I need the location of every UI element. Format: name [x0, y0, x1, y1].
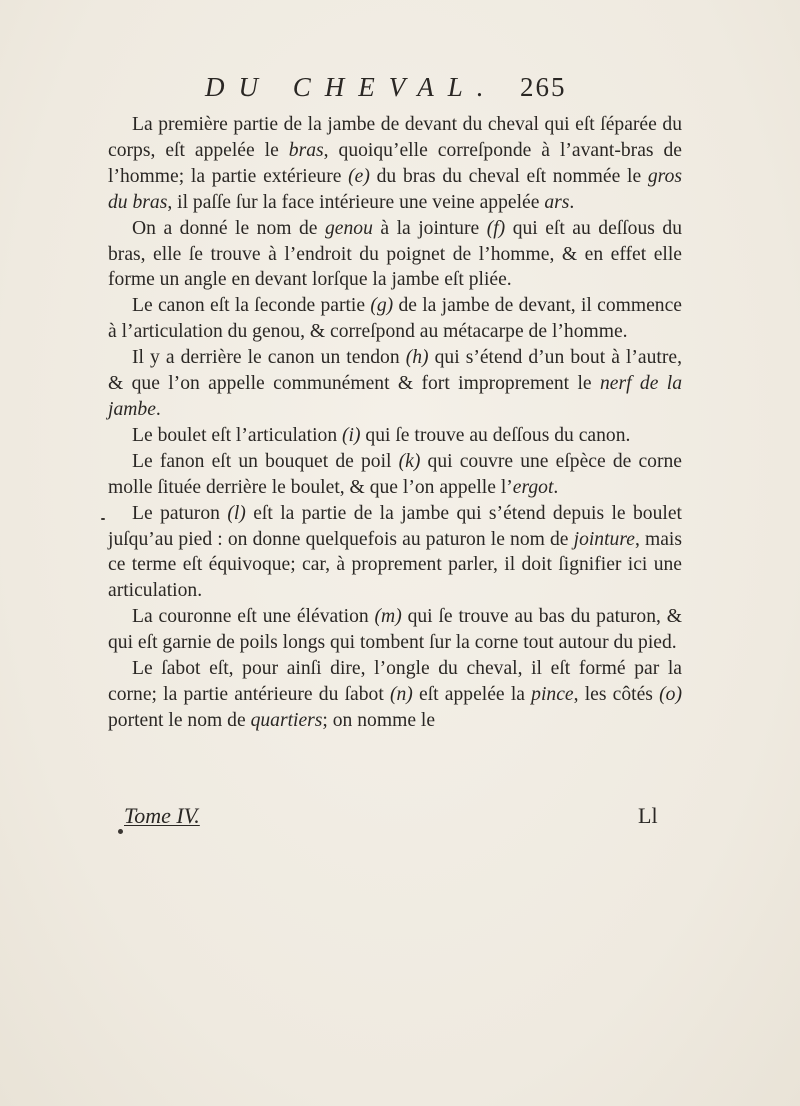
- paragraph: [108, 345, 682, 423]
- text-run: eſt la partie de la jambe qui s’étend depuis le boulet juſqu’au pied : on donne quelquefois au paturon le nom de: [108, 502, 682, 550]
- page-number: 265: [520, 72, 567, 102]
- signature-mark: Ll: [638, 803, 658, 828]
- italic-term: gros du bras: [108, 165, 682, 213]
- italic-term: (m): [374, 606, 402, 628]
- italic-term: ergot: [512, 476, 554, 498]
- text-run: La première partie de la jambe de devant du cheval qui eſt ſéparée du corps, eſt appelée le: [108, 114, 682, 161]
- body-text: [108, 112, 682, 734]
- page-header: [0, 72, 800, 112]
- ink-speck: [101, 518, 105, 520]
- paragraph: [108, 216, 682, 294]
- paragraph: [108, 112, 682, 216]
- text-run: qui eſt au deſſous du bras, elle ſe trouve à l’endroit du poignet de l’homme, & en effet elle forme un angle en devant lorſque la jambe eſt pliée.: [108, 217, 682, 291]
- text-run: Le paturon: [132, 502, 228, 524]
- text-run: Le boulet eſt l’articulation: [132, 424, 343, 446]
- paragraph: [108, 449, 682, 501]
- text-run: qui ſe trouve au bas du paturon, & qui eſt garnie de poils longs qui tombent ſur la corne tout autour du pied.: [108, 606, 682, 654]
- text-run: Il y a derrière le canon un tendon: [132, 347, 406, 369]
- ink-dot: [118, 829, 123, 834]
- italic-term: (g): [370, 295, 394, 317]
- italic-term: (f): [486, 217, 506, 239]
- text-run: eſt appelée la: [412, 683, 532, 705]
- text-run: ; on nomme le: [322, 709, 436, 731]
- text-run: , les côtés: [573, 683, 660, 705]
- italic-term: quartiers: [250, 709, 323, 731]
- text-run: On a donné le nom de: [132, 217, 325, 239]
- text-run: Le fanon eſt un bouquet de poil: [132, 450, 399, 472]
- text-run: La couronne eſt une élévation: [132, 606, 375, 628]
- text-run: qui s’étend d’un bout à l’autre, & que l’on appelle communément & fort improprement le: [108, 347, 682, 395]
- italic-term: (n): [389, 683, 413, 705]
- running-head: DU CHEVAL.: [205, 72, 498, 102]
- paragraph: [108, 604, 682, 656]
- text-run: à la jointure: [372, 217, 487, 239]
- paragraph: [108, 293, 682, 345]
- italic-term: (i): [342, 424, 361, 446]
- italic-term: pince: [531, 683, 574, 705]
- text-run: du bras du cheval eſt nommée le: [369, 165, 648, 187]
- paragraph: [108, 501, 682, 605]
- italic-term: nerf de la jambe: [108, 373, 682, 420]
- italic-term: ars: [544, 191, 570, 213]
- italic-term: (h): [405, 347, 429, 369]
- text-run: qui couvre une eſpèce de corne molle ſituée derrière le boulet, & que l’on appelle l’: [108, 450, 682, 498]
- text-run: de la jambe de devant, il commence à l’articulation du genou, & correſpond au métacarpe de l’homme.: [108, 295, 682, 343]
- italic-term: bras: [288, 139, 324, 161]
- text-run: portent le nom de: [108, 709, 251, 731]
- italic-term: genou: [325, 217, 373, 239]
- text-run: Le canon eſt la ſeconde partie: [132, 295, 371, 317]
- paragraph: [108, 423, 682, 449]
- text-run: .: [569, 191, 575, 213]
- text-run: .: [553, 476, 559, 498]
- text-run: .: [155, 398, 161, 420]
- text-run: , il paſſe ſur la face intérieure une veine appelée: [167, 191, 545, 213]
- italic-term: (o): [659, 683, 682, 705]
- text-run: Le ſabot eſt, pour ainſi dire, l’ongle du cheval, il eſt formé par la corne; la partie antérieure du ſabot: [108, 658, 682, 705]
- italic-term: (e): [348, 165, 370, 187]
- text-run: qui ſe trouve au deſſous du canon.: [360, 424, 631, 446]
- volume-label: Tome IV.: [124, 803, 200, 828]
- italic-term: (k): [398, 450, 421, 472]
- text-run: , quoiqu’elle correſponde à l’avant-bras de l’homme; la partie extérieure: [108, 139, 682, 187]
- italic-term: jointure: [573, 528, 635, 550]
- italic-term: (l): [227, 502, 246, 524]
- text-run: , mais ce terme eſt équivoque; car, à proprement parler, il doit ſignifier ici une articulation.: [108, 528, 682, 602]
- paragraph: [108, 656, 682, 734]
